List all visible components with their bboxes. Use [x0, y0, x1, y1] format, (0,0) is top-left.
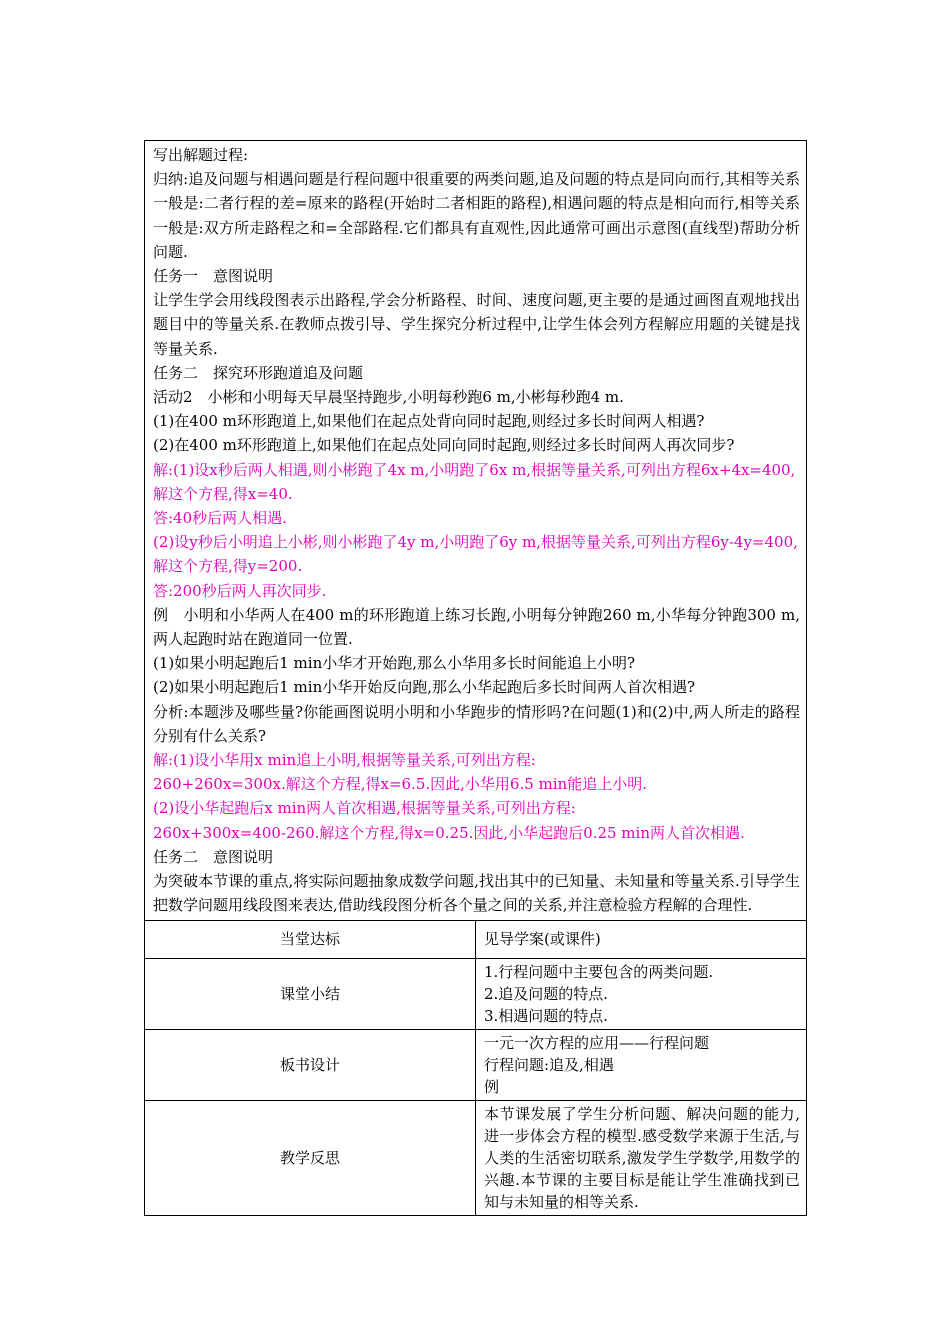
- row-label: [145, 1029, 476, 1100]
- text-line: 活动2 小彬和小明每天早晨坚持跑步,小明每秒跑6 m,小彬每秒跑4 m.: [153, 388, 624, 407]
- row-content: [476, 920, 807, 958]
- answer-line: 解:(1)设小华用x min追上小明,根据等量关系,可列出方程:: [153, 751, 536, 770]
- text-line: 让学生学会用线段图表示出路程,学会分析路程、时间、速度问题,更主要的是通过画图直观地找出题目中的等量关系.在教师点拨引导、学生探究分析过程中,让学生体会列方程解应用题的关键是找等量关系.: [153, 291, 800, 358]
- row-line: 行程问题:追及,相遇: [484, 1055, 614, 1074]
- label-text: 教学反思: [279, 1148, 340, 1167]
- label-text: 课堂小结: [279, 984, 340, 1003]
- answer-line: 260+260x=300x.解这个方程,得x=6.5.因此,小华用6.5 min能追上小明.: [153, 775, 647, 794]
- text-line: (1)在400 m环形跑道上,如果他们在起点处背向同时起跑,则经过多长时间两人相遇?: [153, 412, 705, 431]
- main-content-cell: [145, 141, 807, 921]
- row-line: 例: [484, 1077, 500, 1096]
- answer-line: (2)设小华起跑后x min两人首次相遇,根据等量关系,可列出方程:: [153, 799, 576, 818]
- row-content: [476, 1100, 807, 1215]
- row-line: 一元一次方程的应用——行程问题: [484, 1033, 710, 1052]
- text-line: 写出解题过程:: [153, 146, 249, 164]
- text-line: 任务二 探究环形跑道追及问题: [153, 363, 364, 382]
- text-line: (2)如果小明起跑后1 min小华开始反向跑,那么小华起跑后多长时间两人首次相遇?: [153, 678, 696, 697]
- row-content: [476, 1029, 807, 1100]
- row-banshu-sheji: [145, 1029, 807, 1100]
- answer-line: 答:40秒后两人相遇.: [153, 509, 287, 528]
- row-label: [145, 958, 476, 1029]
- row-line: 1.行程问题中主要包含的两类问题.: [484, 962, 714, 981]
- row-line: 2.追及问题的特点.: [484, 984, 609, 1003]
- text-line: 归纳:追及问题与相遇问题是行程问题中很重要的两类问题,追及问题的特点是同向而行,其相等关系一般是:二者行程的差=原来的路程(开始时二者相距的路程),相遇问题的特点是相向而行,相等关系一般是:双方所走路程之和=全部路程.它们都具有直观性,因此通常可画出示意图(直线型)帮助分析问题.: [153, 170, 800, 261]
- text-line: 任务二 意图说明: [153, 847, 274, 866]
- row-line: 本节课发展了学生分析问题、解决问题的能力,进一步体会方程的模型.感受数学来源于生活,与人类的生活密切联系,激发学生学数学,用数学的兴趣.本节课的主要目标是能让学生准确找到已知与未知量的相等关系.: [484, 1104, 800, 1211]
- answer-line: 解这个方程,得y=200.: [153, 557, 303, 576]
- label-text: 板书设计: [279, 1055, 340, 1074]
- text-line: (2)在400 m环形跑道上,如果他们在起点处同向同时起跑,则经过多长时间两人再次同步?: [153, 436, 735, 455]
- row-content: [476, 958, 807, 1029]
- text-line: 任务一 意图说明: [153, 267, 274, 286]
- row-ketang-xiaojie: [145, 958, 807, 1029]
- answer-line: 解这个方程,得x=40.: [153, 484, 293, 503]
- row-line: 见导学案(或课件): [484, 930, 601, 948]
- main-content: [153, 143, 800, 918]
- row-label: [145, 920, 476, 958]
- text-line: 例 小明和小华两人在400 m的环形跑道上练习长跑,小明每分钟跑260 m,小华每分钟跑300 m,两人起跑时站在跑道同一位置.: [153, 605, 800, 649]
- label-text: 当堂达标: [279, 930, 340, 948]
- row-label: [145, 1100, 476, 1215]
- row-line: 3.相遇问题的特点.: [484, 1006, 609, 1025]
- lesson-plan-table: [144, 140, 807, 1216]
- answer-line: 答:200秒后两人再次同步.: [153, 581, 327, 600]
- text-line: 为突破本节课的重点,将实际问题抽象成数学问题,找出其中的已知量、未知量和等量关系.引导学生把数学问题用线段图来表达,借助线段图分析各个量之间的关系,并注意检验方程解的合理性.: [153, 872, 800, 915]
- row-jiaoxue-fansi: [145, 1100, 807, 1215]
- answer-line: 解:(1)设x秒后两人相遇,则小彬跑了4x m,小明跑了6x m,根据等量关系,可列出方程6x+4x=400,: [153, 460, 796, 479]
- main-content-row: [145, 141, 807, 921]
- text-line: (1)如果小明起跑后1 min小华才开始跑,那么小华用多长时间能追上小明?: [153, 654, 636, 673]
- row-dangtang-dabiao: [145, 920, 807, 958]
- answer-line: (2)设y秒后小明追上小彬,则小彬跑了4y m,小明跑了6y m,根据等量关系,可列出方程6y-4y=400,: [153, 533, 798, 552]
- text-line: 分析:本题涉及哪些量?你能画图说明小明和小华跑步的情形吗?在问题(1)和(2)中,两人所走的路程分别有什么关系?: [153, 702, 800, 745]
- answer-line: 260x+300x=400-260.解这个方程,得x=0.25.因此,小华起跑后0.25 min两人首次相遇.: [153, 823, 745, 842]
